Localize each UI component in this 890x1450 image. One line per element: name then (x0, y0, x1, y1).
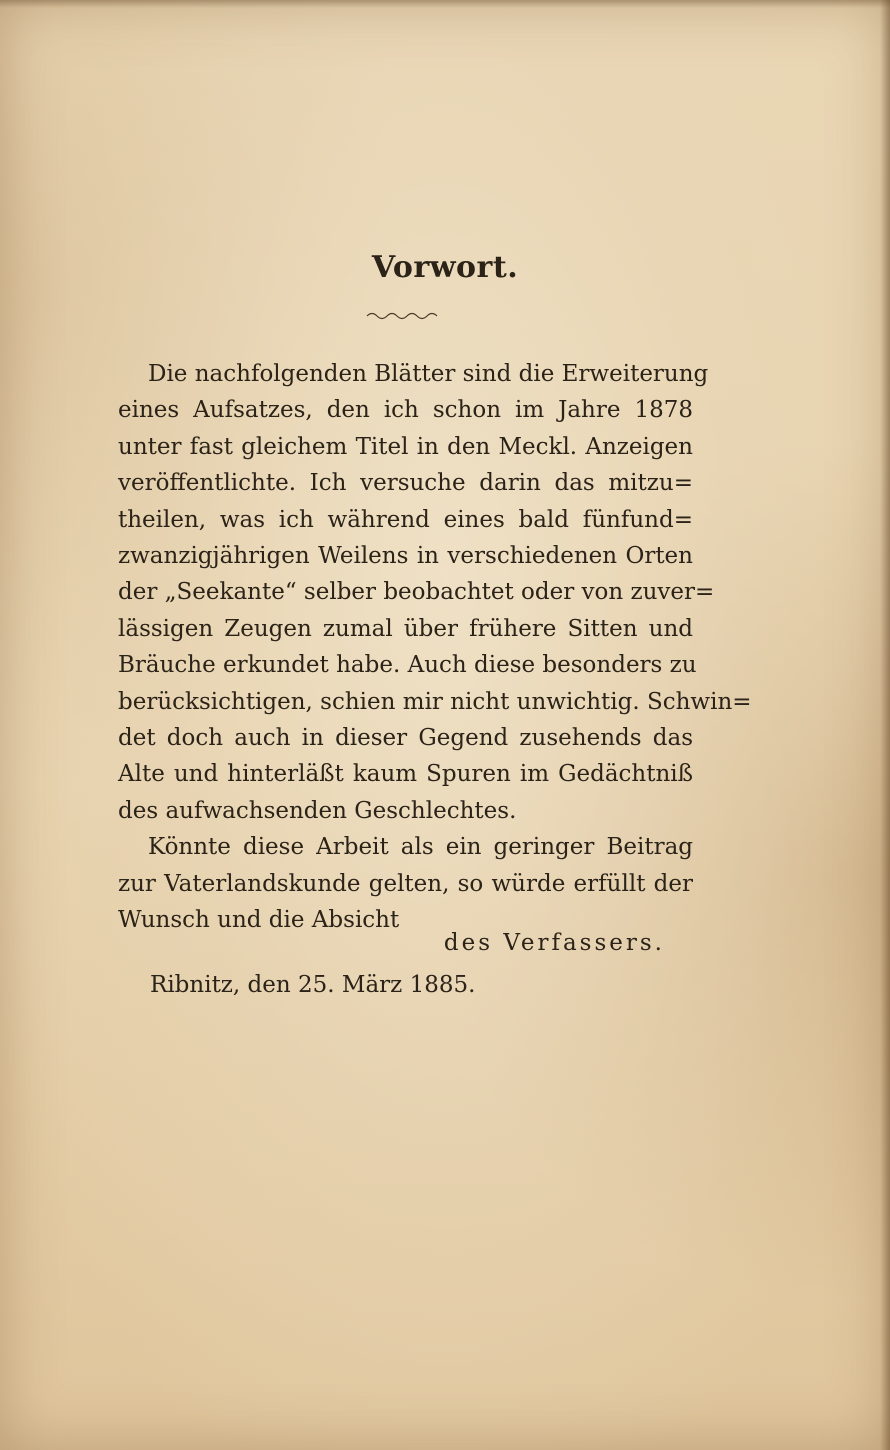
paragraph1-line: Bräuche erkundet habe. Auch diese besonders zu (118, 652, 697, 679)
paragraph1-line: eines Aufsatzes, den ich schon im Jahre 1878 (118, 397, 693, 424)
paragraph1-line: unter fast gleichem Titel in den Meckl. Anzeigen (118, 433, 693, 460)
foreword-text (118, 356, 752, 939)
paragraph1-line: berücksichtigen, schien mir nicht unwichtig. Schwin= (118, 688, 752, 715)
paragraph2-line: Wunsch und die Absicht (118, 907, 400, 934)
paragraph2-line: Könnte diese Arbeit als ein geringer Beitrag (148, 834, 693, 861)
wavy-ornament-icon (365, 308, 441, 324)
page-right-edge (880, 0, 890, 1450)
paragraph1-line: Alte und hinterläßt kaum Spuren im Gedächtniß (118, 761, 693, 788)
paragraph1-line: lässigen Zeugen zumal über frühere Sitten und (118, 615, 693, 642)
paragraph1-line: veröffentlichte. Ich versuche darin das mitzu= (118, 470, 693, 497)
paragraph1-line: des aufwachsenden Geschlechtes. (118, 797, 517, 824)
paragraph1-line: Die nachfolgenden Blätter sind die Erweiterung (148, 361, 709, 387)
page-top-edge (0, 0, 890, 8)
paragraph1-line: theilen, was ich während eines bald fünfund= (118, 506, 693, 533)
place-date-line: Ribnitz, den 25. März 1885. (150, 972, 476, 998)
paragraph2-line: zur Vaterlandskunde gelten, so würde erfüllt der (118, 870, 693, 897)
author-signature: des Verfassers. (443, 930, 665, 956)
paragraph1-line: zwanzigjährigen Weilens in verschiedenen Orten (118, 543, 693, 570)
paragraph1-line: der „Seekante“ selber beobachtet oder von zuver= (118, 579, 715, 606)
paragraph1-line: det doch auch in dieser Gegend zusehends das (118, 725, 693, 752)
page-title: Vorwort. (371, 250, 519, 285)
